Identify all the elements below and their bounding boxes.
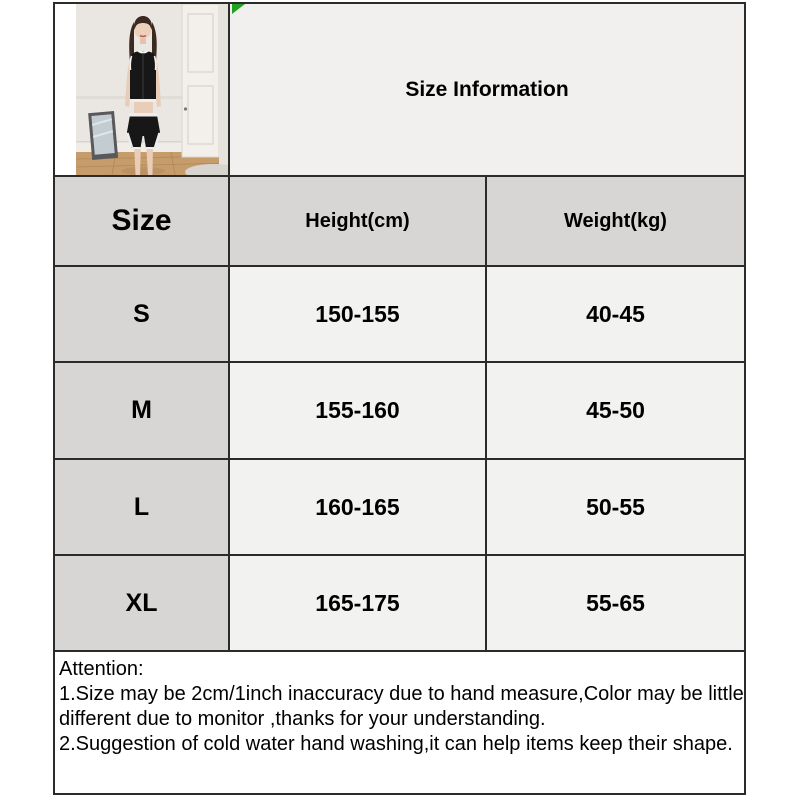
title-cell bbox=[230, 4, 744, 175]
height-cell-l: 160-165 bbox=[230, 460, 485, 554]
attention-heading: Attention: bbox=[59, 658, 144, 680]
size-cell-xl: XL bbox=[55, 556, 228, 650]
weight-cell-xl: 55-65 bbox=[487, 556, 744, 650]
product-photo-illustration bbox=[76, 4, 228, 175]
height-cell-m: 155-160 bbox=[230, 363, 485, 458]
size-cell-s: S bbox=[55, 267, 228, 361]
size-cell-l: L bbox=[55, 460, 228, 554]
page-title: Size Information bbox=[405, 77, 569, 101]
height-cell-xl: 165-175 bbox=[230, 556, 485, 650]
size-cell-m: M bbox=[55, 363, 228, 458]
attention-section bbox=[55, 652, 744, 793]
column-header-height: Height(cm) bbox=[230, 177, 485, 265]
column-header-size: Size bbox=[55, 177, 228, 265]
green-triangle-marker-icon bbox=[232, 4, 245, 14]
column-header-weight: Weight(kg) bbox=[487, 177, 744, 265]
product-photo-cell bbox=[55, 4, 228, 175]
attention-note-2: 2.Suggestion of cold water hand washing,it can help items keep their shape. bbox=[59, 733, 733, 755]
weight-cell-m: 45-50 bbox=[487, 363, 744, 458]
weight-cell-l: 50-55 bbox=[487, 460, 744, 554]
height-cell-s: 150-155 bbox=[230, 267, 485, 361]
attention-note-1: 1.Size may be 2cm/1inch inaccuracy due to hand measure,Color may be little different due to monitor ,thanks for your understanding. bbox=[59, 683, 744, 730]
size-information-table bbox=[53, 2, 746, 795]
weight-cell-s: 40-45 bbox=[487, 267, 744, 361]
